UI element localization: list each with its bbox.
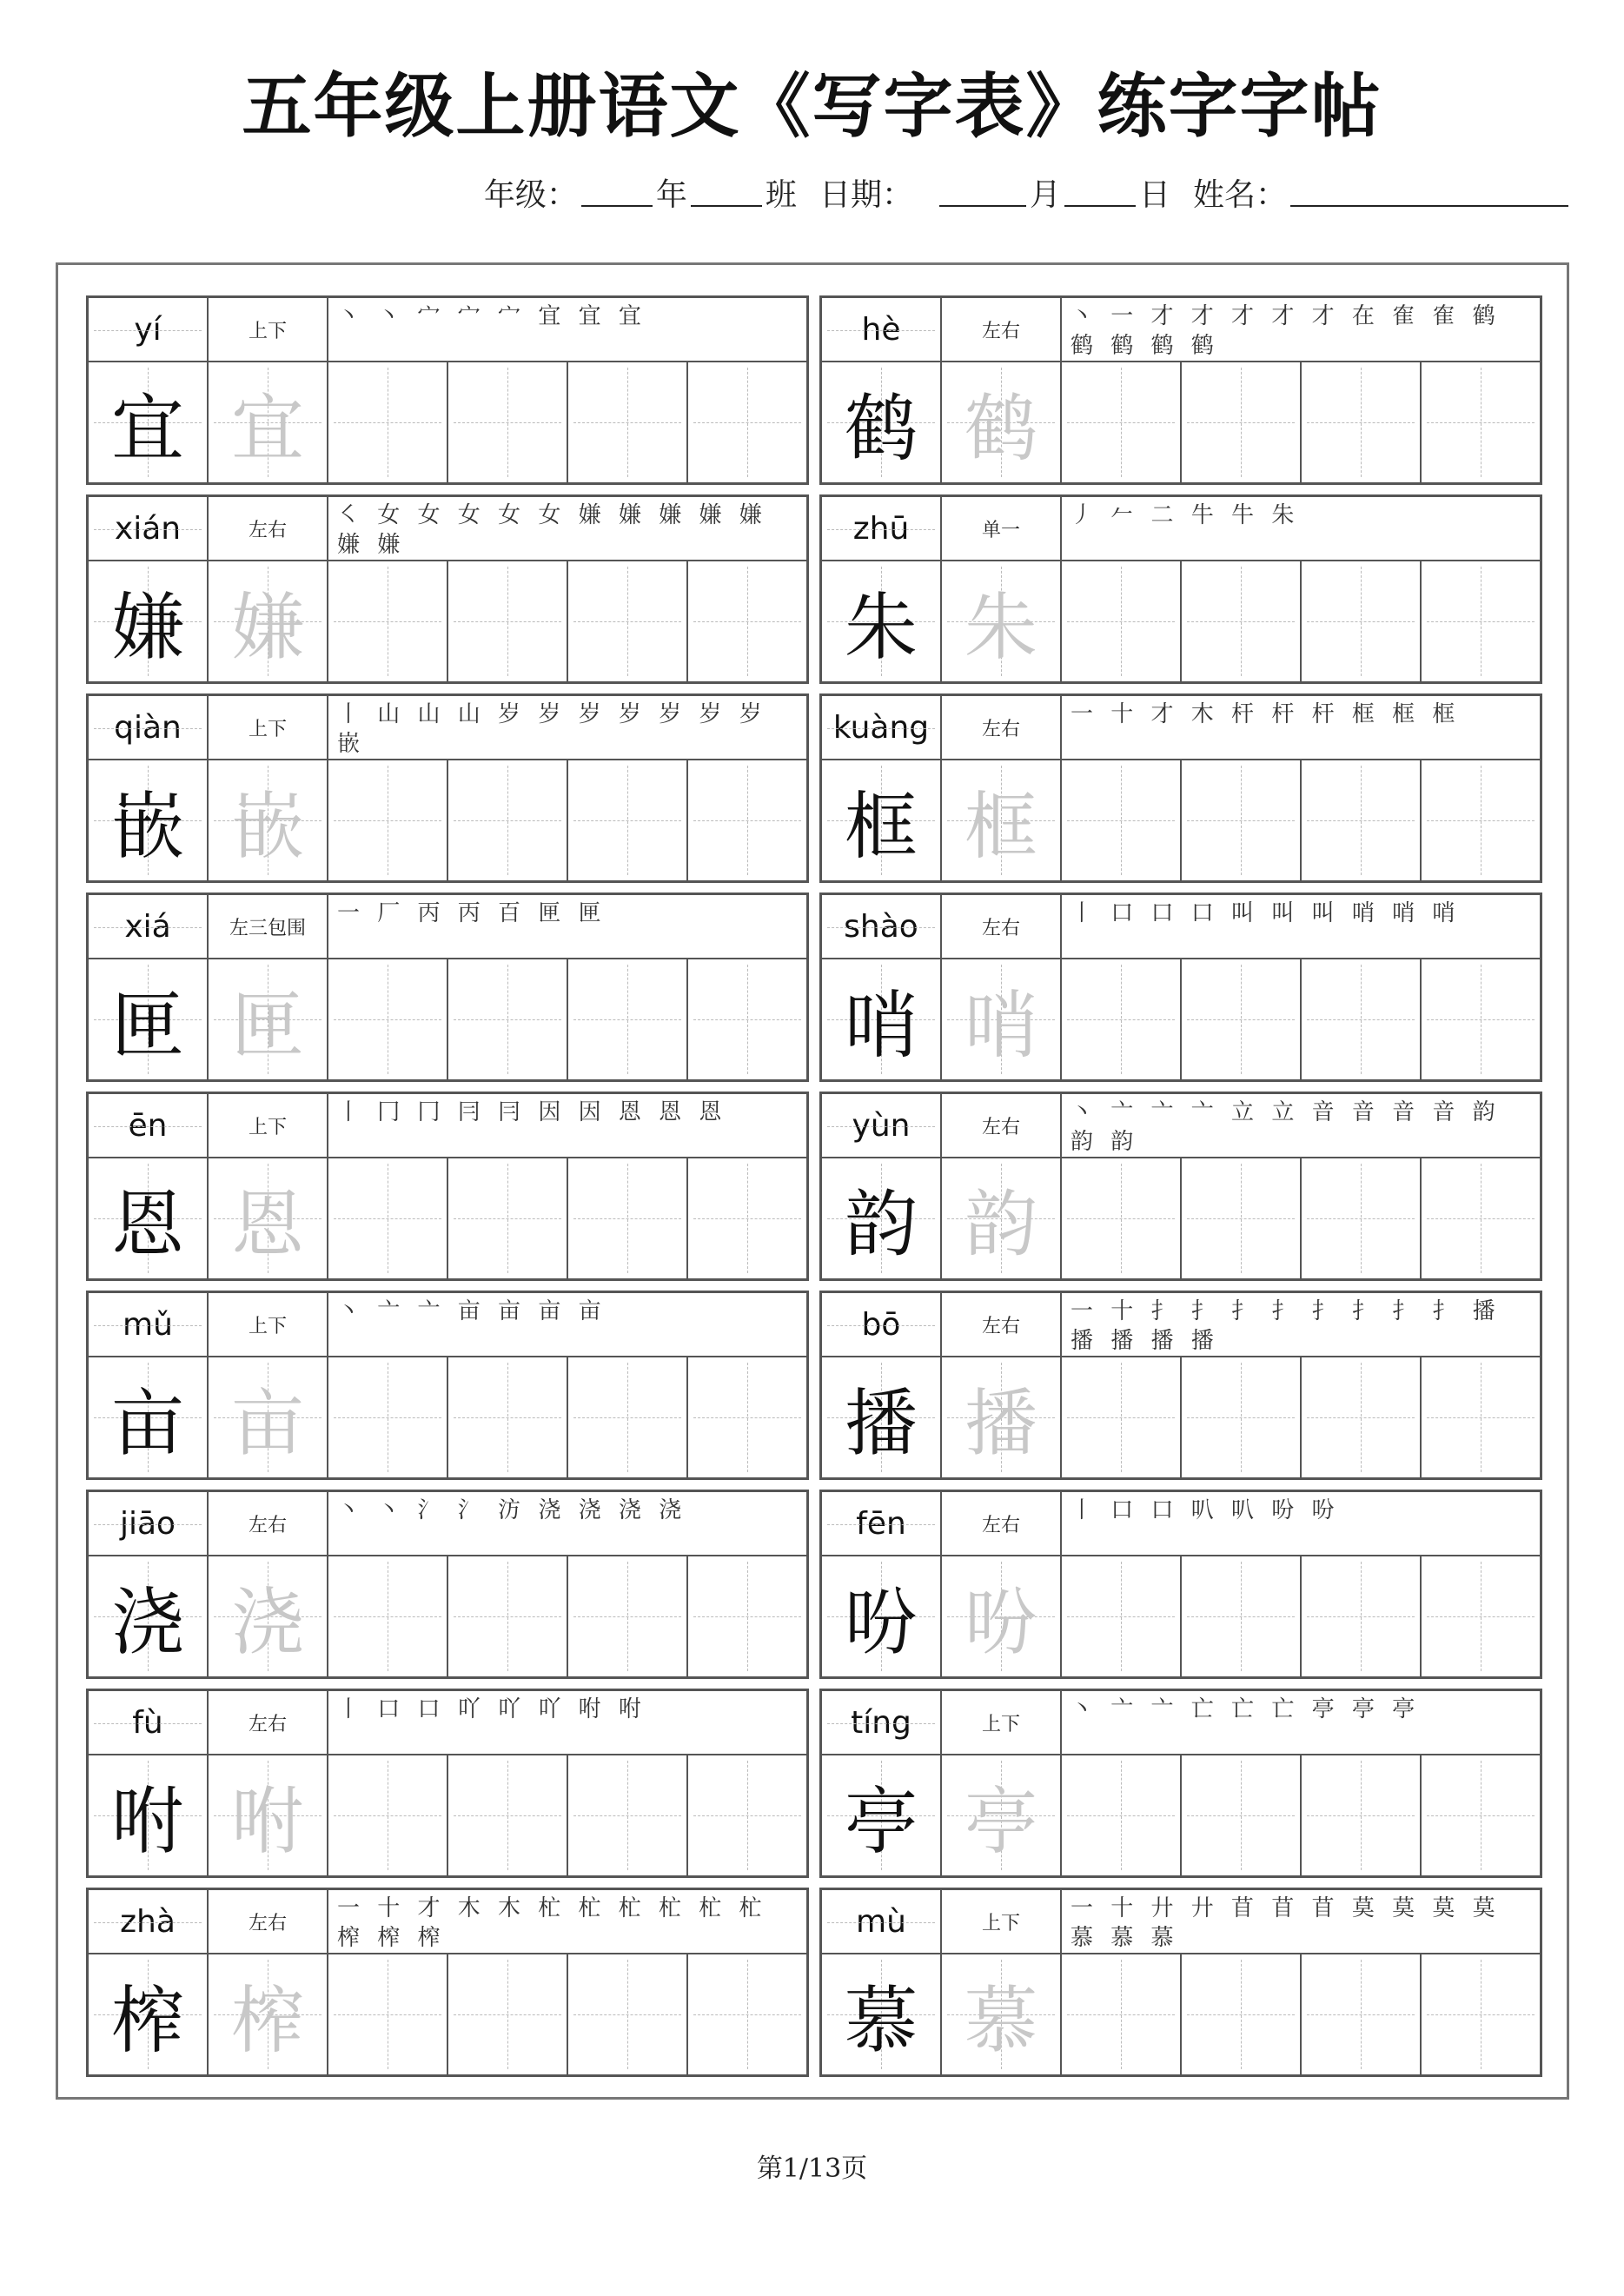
structure-cell: 上下: [209, 1293, 328, 1357]
stroke-order-cell: 丨 口 口 吖 吖 吖 咐 咐: [328, 1691, 806, 1755]
pinyin-cell: tíng: [822, 1691, 942, 1755]
model-character-box: [822, 1954, 942, 2074]
writing-box[interactable]: [1182, 1755, 1302, 1875]
pinyin-cell: zhà: [89, 1890, 209, 1954]
writing-box[interactable]: [688, 1556, 806, 1676]
trace-character: 播: [964, 1380, 1037, 1466]
stroke-order-cell: 丶 亠 亠 亠 立 立 音 音 音 音 韵 韵 韵: [1062, 1094, 1540, 1158]
writing-box[interactable]: [1182, 1954, 1302, 2074]
character-card: [86, 893, 809, 1082]
pinyin-cell: shào: [822, 895, 942, 959]
model-character: 宜: [110, 385, 184, 471]
writing-box[interactable]: [568, 1158, 688, 1278]
structure-cell: 左右: [942, 895, 1062, 959]
model-character-box: [89, 1357, 209, 1477]
pinyin-cell: fù: [89, 1691, 209, 1755]
pinyin-cell: mù: [822, 1890, 942, 1954]
writing-box[interactable]: [1062, 1954, 1182, 2074]
writing-box[interactable]: [1182, 561, 1302, 681]
grade-blank[interactable]: [581, 179, 653, 207]
pinyin-cell: ēn: [89, 1094, 209, 1158]
writing-box[interactable]: [328, 1556, 448, 1676]
model-character: 亩: [110, 1380, 184, 1466]
pinyin-cell: bō: [822, 1293, 942, 1357]
model-character-box: [89, 1158, 209, 1278]
trace-character-box: [209, 760, 328, 880]
model-character: 鹤: [844, 385, 918, 471]
model-character: 框: [844, 783, 918, 869]
trace-character: 嵌: [230, 783, 304, 869]
writing-box[interactable]: [1422, 362, 1540, 482]
stroke-order-cell: 丶 亠 亠 亩 亩 亩 亩: [328, 1293, 806, 1357]
pinyin-cell: hè: [822, 298, 942, 362]
writing-box[interactable]: [1302, 1158, 1422, 1278]
trace-character-box: [942, 362, 1062, 482]
structure-cell: 左右: [942, 1293, 1062, 1357]
trace-character: 恩: [230, 1181, 304, 1267]
structure-cell: 左右: [942, 298, 1062, 362]
writing-box[interactable]: [1302, 1954, 1422, 2074]
stroke-order-cell: 丨 口 口 叭 叭 吩 吩: [1062, 1492, 1540, 1556]
model-character-box: [822, 1158, 942, 1278]
writing-box[interactable]: [1182, 1158, 1302, 1278]
model-character: 韵: [844, 1181, 918, 1267]
trace-character-box: [942, 1755, 1062, 1875]
writing-box[interactable]: [1062, 561, 1182, 681]
trace-character: 韵: [964, 1181, 1037, 1267]
pinyin-cell: fēn: [822, 1492, 942, 1556]
model-character: 哨: [844, 982, 918, 1068]
worksheet-frame: [56, 262, 1569, 2100]
model-character-box: [822, 561, 942, 681]
character-card: [819, 1689, 1542, 1878]
writing-box[interactable]: [448, 760, 568, 880]
stroke-order-cell: 一 十 扌 扌 扌 扌 扌 扌 扌 扌 播 播 播 播 播: [1062, 1293, 1540, 1357]
writing-box[interactable]: [448, 1954, 568, 2074]
writing-box[interactable]: [1422, 1158, 1540, 1278]
writing-box[interactable]: [568, 1556, 688, 1676]
model-character-box: [89, 1755, 209, 1875]
trace-character: 朱: [964, 584, 1037, 670]
trace-character-box: [942, 959, 1062, 1079]
year-label: 年: [655, 177, 687, 213]
class-label: 班: [765, 177, 797, 213]
writing-box[interactable]: [568, 959, 688, 1079]
model-character: 亭: [844, 1778, 918, 1864]
character-card: [86, 295, 809, 485]
trace-character-box: [209, 1158, 328, 1278]
pinyin-cell: mǔ: [89, 1293, 209, 1357]
structure-cell: 上下: [942, 1890, 1062, 1954]
writing-box[interactable]: [1182, 959, 1302, 1079]
trace-character-box: [942, 1954, 1062, 2074]
model-character-box: [89, 561, 209, 681]
writing-box[interactable]: [448, 959, 568, 1079]
trace-character-box: [942, 1158, 1062, 1278]
writing-box[interactable]: [328, 760, 448, 880]
writing-box[interactable]: [1062, 1357, 1182, 1477]
page-number: 第1/13页: [756, 2153, 868, 2184]
character-card: [819, 1291, 1542, 1480]
writing-box[interactable]: [568, 561, 688, 681]
name-label: 姓名：: [1192, 177, 1287, 213]
writing-box[interactable]: [1422, 561, 1540, 681]
model-character: 榨: [110, 1977, 184, 2063]
pinyin-cell: kuàng: [822, 696, 942, 760]
writing-box[interactable]: [568, 1357, 688, 1477]
class-blank[interactable]: [691, 179, 762, 207]
structure-cell: 左右: [209, 1492, 328, 1556]
stroke-order-cell: ㇛ 女 女 女 女 女 嫌 嫌 嫌 嫌 嫌 嫌 嫌: [328, 497, 806, 561]
writing-box[interactable]: [1062, 362, 1182, 482]
student-info-line: [484, 170, 1572, 215]
trace-character-box: [209, 959, 328, 1079]
writing-box[interactable]: [448, 362, 568, 482]
structure-cell: 单一: [942, 497, 1062, 561]
writing-box[interactable]: [328, 1357, 448, 1477]
writing-box[interactable]: [1182, 760, 1302, 880]
structure-cell: 左右: [209, 1890, 328, 1954]
writing-box[interactable]: [1422, 760, 1540, 880]
pinyin-cell: qiàn: [89, 696, 209, 760]
model-character: 恩: [110, 1181, 184, 1267]
writing-box[interactable]: [1302, 760, 1422, 880]
writing-box[interactable]: [688, 1357, 806, 1477]
trace-character: 浇: [230, 1579, 304, 1665]
trace-character-box: [209, 1357, 328, 1477]
writing-box[interactable]: [328, 362, 448, 482]
writing-box[interactable]: [1062, 1556, 1182, 1676]
writing-box[interactable]: [1422, 959, 1540, 1079]
page-title: 五年级上册语文《写字表》练字字帖: [242, 66, 1382, 147]
character-card: [86, 1689, 809, 1878]
trace-character-box: [942, 1357, 1062, 1477]
day-label: 日: [1138, 177, 1170, 213]
trace-character: 哨: [964, 982, 1037, 1068]
writing-box[interactable]: [1182, 1357, 1302, 1477]
writing-box[interactable]: [1302, 561, 1422, 681]
writing-box[interactable]: [568, 760, 688, 880]
trace-character: 匣: [230, 982, 304, 1068]
trace-character-box: [209, 561, 328, 681]
structure-cell: 左三包围: [209, 895, 328, 959]
model-character: 咐: [110, 1778, 184, 1864]
writing-box[interactable]: [1062, 760, 1182, 880]
stroke-order-cell: 一 十 才 木 杆 杆 杆 框 框 框: [1062, 696, 1540, 760]
grade-label: 年级：: [483, 177, 578, 213]
stroke-order-cell: 丨 山 山 山 岁 岁 岁 岁 岁 岁 岁 嵌: [328, 696, 806, 760]
model-character-box: [89, 959, 209, 1079]
writing-box[interactable]: [1422, 1755, 1540, 1875]
writing-box[interactable]: [448, 1556, 568, 1676]
model-character-box: [89, 1954, 209, 2074]
trace-character: 吩: [964, 1579, 1037, 1665]
character-card: [819, 494, 1542, 684]
writing-box[interactable]: [448, 1158, 568, 1278]
writing-box[interactable]: [688, 1755, 806, 1875]
trace-character: 咐: [230, 1778, 304, 1864]
writing-box[interactable]: [568, 1954, 688, 2074]
writing-box[interactable]: [1062, 959, 1182, 1079]
character-card: [86, 1490, 809, 1679]
stroke-order-cell: 一 厂 丙 丙 百 匣 匣: [328, 895, 806, 959]
pinyin-cell: xiá: [89, 895, 209, 959]
character-card: [819, 693, 1542, 883]
character-card: [86, 1888, 809, 2077]
model-character-box: [89, 1556, 209, 1676]
writing-box[interactable]: [328, 1954, 448, 2074]
model-character-box: [822, 760, 942, 880]
model-character: 吩: [844, 1579, 918, 1665]
writing-box[interactable]: [1062, 1755, 1182, 1875]
trace-character: 亭: [964, 1778, 1037, 1864]
writing-box[interactable]: [328, 959, 448, 1079]
stroke-order-cell: 丨 口 口 口 叫 叫 叫 哨 哨 哨: [1062, 895, 1540, 959]
character-card: [819, 1092, 1542, 1281]
model-character-box: [822, 1357, 942, 1477]
writing-box[interactable]: [1182, 362, 1302, 482]
structure-cell: 上下: [942, 1691, 1062, 1755]
date-label: 日期：: [819, 177, 913, 213]
pinyin-cell: xián: [89, 497, 209, 561]
model-character: 播: [844, 1380, 918, 1466]
pinyin-cell: yùn: [822, 1094, 942, 1158]
writing-box[interactable]: [688, 959, 806, 1079]
structure-cell: 上下: [209, 298, 328, 362]
writing-box[interactable]: [1302, 1357, 1422, 1477]
writing-box[interactable]: [448, 561, 568, 681]
writing-box[interactable]: [328, 561, 448, 681]
structure-cell: 左右: [942, 1094, 1062, 1158]
character-card: [86, 1092, 809, 1281]
trace-character: 榨: [230, 1977, 304, 2063]
writing-box[interactable]: [1302, 1755, 1422, 1875]
model-character: 朱: [844, 584, 918, 670]
stroke-order-cell: 一 十 廾 廾 苜 苜 苜 莫 莫 莫 莫 慕 慕 慕: [1062, 1890, 1540, 1954]
trace-character: 鹤: [964, 385, 1037, 471]
writing-box[interactable]: [1422, 1556, 1540, 1676]
structure-cell: 左右: [209, 1691, 328, 1755]
month-blank[interactable]: [939, 179, 1026, 207]
trace-character-box: [209, 1954, 328, 2074]
trace-character-box: [942, 760, 1062, 880]
model-character: 嫌: [110, 584, 184, 670]
writing-box[interactable]: [568, 1755, 688, 1875]
character-card: [86, 494, 809, 684]
model-character-box: [822, 1755, 942, 1875]
writing-box[interactable]: [568, 362, 688, 482]
character-card: [819, 893, 1542, 1082]
stroke-order-cell: 丨 冂 冂 冃 冃 因 因 恩 恩 恩: [328, 1094, 806, 1158]
trace-character: 宜: [230, 385, 304, 471]
writing-box[interactable]: [688, 760, 806, 880]
model-character-box: [89, 760, 209, 880]
writing-box[interactable]: [1062, 1158, 1182, 1278]
writing-box[interactable]: [688, 1158, 806, 1278]
trace-character: 慕: [964, 1977, 1037, 2063]
trace-character: 亩: [230, 1380, 304, 1466]
model-character-box: [822, 1556, 942, 1676]
trace-character: 嫌: [230, 584, 304, 670]
model-character: 慕: [844, 1977, 918, 2063]
structure-cell: 左右: [942, 696, 1062, 760]
structure-cell: 左右: [942, 1492, 1062, 1556]
writing-box[interactable]: [688, 1954, 806, 2074]
character-card: [86, 1291, 809, 1480]
trace-character-box: [209, 1755, 328, 1875]
writing-box[interactable]: [448, 1357, 568, 1477]
character-card: [819, 1888, 1542, 2077]
trace-character-box: [942, 561, 1062, 681]
writing-box[interactable]: [1302, 959, 1422, 1079]
stroke-order-cell: 丶 亠 亠 亡 亡 亡 亭 亭 亭: [1062, 1691, 1540, 1755]
model-character: 嵌: [110, 783, 184, 869]
stroke-order-cell: 丿 𠂉 二 牛 牛 朱: [1062, 497, 1540, 561]
writing-box[interactable]: [328, 1755, 448, 1875]
writing-box[interactable]: [1422, 1357, 1540, 1477]
trace-character-box: [209, 362, 328, 482]
stroke-order-cell: 一 十 才 木 木 杧 杧 杧 杧 杧 杧 榨 榨 榨: [328, 1890, 806, 1954]
trace-character-box: [209, 1556, 328, 1676]
writing-box[interactable]: [448, 1755, 568, 1875]
stroke-order-cell: 丶 丶 宀 宀 宀 宜 宜 宜: [328, 298, 806, 362]
model-character-box: [822, 362, 942, 482]
writing-box[interactable]: [328, 1158, 448, 1278]
day-blank[interactable]: [1064, 179, 1136, 207]
pinyin-cell: jiāo: [89, 1492, 209, 1556]
model-character-box: [89, 362, 209, 482]
writing-box[interactable]: [1422, 1954, 1540, 2074]
character-card: [86, 693, 809, 883]
structure-cell: 左右: [209, 497, 328, 561]
stroke-order-cell: 丶 丶 氵 氵 汸 浇 浇 浇 浇: [328, 1492, 806, 1556]
stroke-order-cell: 丶 一 才 才 才 才 才 在 隺 隺 鹤 鹤 鹤 鹤 鹤: [1062, 298, 1540, 362]
writing-box[interactable]: [688, 561, 806, 681]
trace-character-box: [942, 1556, 1062, 1676]
writing-box[interactable]: [688, 362, 806, 482]
structure-cell: 上下: [209, 696, 328, 760]
model-character: 浇: [110, 1579, 184, 1665]
character-card: [819, 1490, 1542, 1679]
structure-cell: 上下: [209, 1094, 328, 1158]
writing-box[interactable]: [1182, 1556, 1302, 1676]
pinyin-cell: yí: [89, 298, 209, 362]
writing-box[interactable]: [1302, 362, 1422, 482]
trace-character: 框: [964, 783, 1037, 869]
model-character-box: [822, 959, 942, 1079]
month-label: 月: [1029, 177, 1061, 213]
model-character: 匣: [110, 982, 184, 1068]
writing-box[interactable]: [1302, 1556, 1422, 1676]
character-card: [819, 295, 1542, 485]
pinyin-cell: zhū: [822, 497, 942, 561]
name-blank[interactable]: [1290, 179, 1568, 207]
